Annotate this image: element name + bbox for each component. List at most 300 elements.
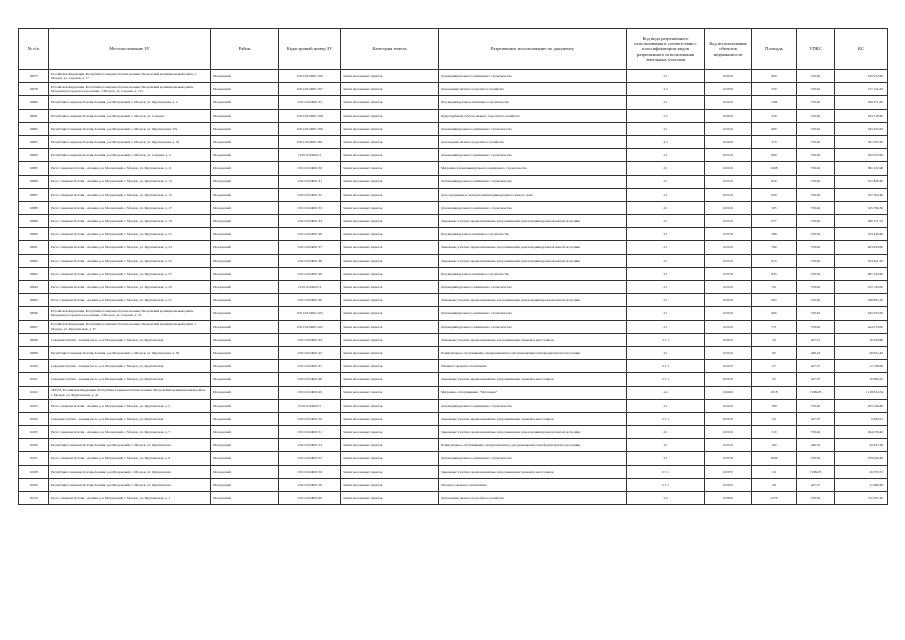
cell-area: 60 [752, 346, 797, 359]
cell-permitted-use: Для содержания и эксплуатации индивидуального жилого дома [439, 188, 627, 201]
cell-property-code: 02:010 [705, 426, 752, 439]
cell-cadastral-number: 15:01:0124001:53 [279, 439, 341, 452]
cell-cadastral-number: 15:01:0124001:44 [279, 333, 341, 346]
cell-upks: 1 099,03 [797, 386, 835, 399]
cell-property-code: 02:010 [705, 267, 752, 280]
cell-use-code: 2.1 [627, 452, 705, 465]
cell-location: Респ. Северная Осетия - Алания, р-н Моздокский, г. Моздок, ул. Фрунзенская, д. 25 [49, 254, 211, 267]
cell-use-code: 2.1 [627, 122, 705, 135]
table-row [19, 96, 888, 109]
cell-area: 820 [752, 175, 797, 188]
cell-permitted-use: Для ведения личного подсобного хозяйства [439, 135, 627, 148]
table-row [19, 267, 888, 280]
cell-ks: 403 634,00 [835, 241, 888, 254]
cell-permitted-use: Земельные участки, предназначенные для размещения гаражей и автостоянок [439, 333, 627, 346]
table-row [19, 439, 888, 452]
cell-permitted-use: Магазины для индивидуального жилищного строительства [439, 162, 627, 175]
table-row [19, 70, 888, 83]
cell-use-code: 2.1 [627, 149, 705, 162]
cell-area: 510 [752, 426, 797, 439]
table-row [19, 215, 888, 228]
cell-cadastral-number: 15:01:0124001:423 [279, 307, 341, 320]
table-body [19, 70, 888, 505]
cell-cadastral-number: 15:01:0124001:3 [279, 149, 341, 162]
cell-ks: 345 972,00 [835, 307, 888, 320]
table-row [19, 175, 888, 188]
cell-use-code: 2.2 [627, 83, 705, 96]
cell-cadastral-number: 15:01:0124001:357 [279, 83, 341, 96]
cell-land-category: Земли населенных пунктов [341, 294, 439, 307]
table-row [19, 135, 888, 148]
cell-upks: 576,62 [797, 320, 835, 333]
cell-district: Моздокский [211, 70, 279, 83]
cell-number: 10080 [19, 96, 49, 109]
cell-use-code: 2.1 [627, 70, 705, 83]
cell-cadastral-number: 15:01:0124001:50 [279, 412, 341, 425]
cell-use-code: 2.1 [627, 254, 705, 267]
cell-land-category: Земли населенных пунктов [341, 373, 439, 386]
cell-upks: 427,37 [797, 360, 835, 373]
cell-upks: 427,37 [797, 373, 835, 386]
cell-location: Респ. Северная Осетия - Алания, р-н Моздокский, г. Моздок, ул. Фрунзенская, д. 29 [49, 281, 211, 294]
cell-location: Респ. Северная Осетия - Алания, р-н Моздокский, г. Моздок, ул. Фрунзенская, д. 5 [49, 399, 211, 412]
cell-district: Моздокский [211, 478, 279, 491]
cell-use-code: 2.7.1 [627, 478, 705, 491]
cell-use-code: 4.4 [627, 386, 705, 399]
cell-cadastral-number: 15:01:0124001:60 [279, 492, 341, 505]
cell-district: Моздокский [211, 452, 279, 465]
cell-district: Моздокский [211, 228, 279, 241]
table-row [19, 83, 888, 96]
cell-district: Моздокский [211, 109, 279, 122]
cell-cadastral-number: 15:01:0124001:5 [279, 399, 341, 412]
cell-location: Респ. Северная Осетия - Алания, р-н Моздокский, г. Моздок, ул. Фрунзенская, д. 1 [49, 492, 211, 505]
cell-district: Моздокский [211, 346, 279, 359]
cell-property-code: 02:010 [705, 294, 752, 307]
cell-number: 10101 [19, 373, 49, 386]
cell-cadastral-number: 15:01:0124001:48 [279, 373, 341, 386]
cell-permitted-use: Для индивидуального жилищного строительства [439, 122, 627, 135]
cell-permitted-use: Земельные участки, предназначенные для размещения домов индивидуальной жилой застройки [439, 254, 627, 267]
cell-use-code: 2.1 [627, 294, 705, 307]
cell-area: 600 [752, 70, 797, 83]
cell-area: 721 [752, 281, 797, 294]
cell-location: 363753, Российская Федерация, Республика Северная Осетия-Алания, Моздокский муниципальный район, г. Моздок, ул. Фрунзенская, д. 41 [49, 386, 211, 399]
cell-location: Республика Северная Осетия-Алания, р-н Моздокский, г. Моздок, ул. Фрунзенская, д. 35 [49, 135, 211, 148]
cell-area: 600 [752, 307, 797, 320]
cell-ks: 455 529,80 [835, 399, 888, 412]
cell-location: Северная Осетия - Алания респ., р-н Моздокский, г. Моздок, ул. Фрунзенская [49, 360, 211, 373]
cell-upks: 576,62 [797, 70, 835, 83]
cell-district: Моздокский [211, 83, 279, 96]
cell-cadastral-number: 15:01:0124001:35 [279, 96, 341, 109]
cell-area: 1018 [752, 386, 797, 399]
cadastral-table [18, 28, 888, 505]
header-cell: Код вида разрешенного использования в соответствии с классификатором видов разрешенного использования земельных участков [627, 29, 705, 70]
cell-cadastral-number: 15:01:0124001:39 [279, 267, 341, 280]
table-row [19, 122, 888, 135]
cell-ks: 11 966,36 [835, 478, 888, 491]
cell-number: 10084 [19, 149, 49, 162]
cell-permitted-use: Для индивидуального жилищного строительства [439, 399, 627, 412]
cell-cadastral-number: 15:01:0124001:32 [279, 188, 341, 201]
cell-land-category: Земли населенных пунктов [341, 135, 439, 148]
cell-ks: 345 972,00 [835, 149, 888, 162]
cell-number: 10090 [19, 228, 49, 241]
cell-ks: 1 118 812,54 [835, 386, 888, 399]
cell-district: Моздокский [211, 360, 279, 373]
cell-location: Респ. Северная Осетия - Алания, р-н Моздокский, г. Моздок, ул. Фрунзенская, д. 19 [49, 215, 211, 228]
cell-area: 565 [752, 201, 797, 214]
cell-property-code: 04:040 [705, 386, 752, 399]
cell-district: Моздокский [211, 96, 279, 109]
cell-upks: 576,62 [797, 149, 835, 162]
cell-ks: 317 141,00 [835, 83, 888, 96]
cell-property-code: 02:020 [705, 109, 752, 122]
cell-location: Респ. Северная Осетия - Алания, р-н Моздокский, г. Моздок, ул. Фрунзенская, д. 21 [49, 228, 211, 241]
table-row [19, 241, 888, 254]
cell-upks: 576,62 [797, 452, 835, 465]
cell-use-code: 2.1 [627, 215, 705, 228]
cell-land-category: Земли населенных пунктов [341, 267, 439, 280]
cell-upks: 427,37 [797, 478, 835, 491]
cell-district: Моздокский [211, 175, 279, 188]
cell-use-code: 2.1 [627, 96, 705, 109]
header-row [19, 29, 888, 70]
cell-permitted-use: Для индивидуального жилищного строительства [439, 281, 627, 294]
cell-land-category: Земли населенных пунктов [341, 188, 439, 201]
cell-cadastral-number: 15:01:0124001:36 [279, 228, 341, 241]
cell-land-category: Земли населенных пунктов [341, 360, 439, 373]
cell-land-category: Земли населенных пунктов [341, 175, 439, 188]
cell-property-code: 02:010 [705, 320, 752, 333]
cell-ks: 444 574,02 [835, 320, 888, 333]
cell-upks: 576,62 [797, 241, 835, 254]
cell-area: 790 [752, 399, 797, 412]
cell-district: Моздокский [211, 162, 279, 175]
cell-ks: 10 256,88 [835, 333, 888, 346]
cell-location: Респ. Северная Осетия - Алания, р-н Моздокский, г. Моздок, ул. Фрунзенская, д. 7 [49, 426, 211, 439]
cell-permitted-use: Земельные участки, предназначенные для размещения гаражей и автостоянок [439, 412, 627, 425]
cell-permitted-use: Для индивидуального жилищного строительства [439, 307, 627, 320]
cell-district: Моздокский [211, 281, 279, 294]
cell-property-code: 02:070 [705, 478, 752, 491]
cell-ks: 732 307,40 [835, 492, 888, 505]
header-cell: КС [835, 29, 888, 70]
cell-land-category: Земли населенных пунктов [341, 465, 439, 478]
table-row [19, 412, 888, 425]
cell-number: 10098 [19, 333, 49, 346]
cell-ks: 345 972,00 [835, 122, 888, 135]
cell-use-code: 2.1 [627, 162, 705, 175]
cell-ks: 472 828,40 [835, 175, 888, 188]
cell-use-code: 2.1 [627, 188, 705, 201]
cell-location: Российская Федерация, Республика Северная Осетия-Алания, Моздокский муниципальный район, Моздокское городское поселение, г. Моздок, ул. Садовая, д. 16 [49, 307, 211, 320]
cell-land-category: Земли населенных пунктов [341, 70, 439, 83]
header-cell: Код использования объектов недвижимости [705, 29, 752, 70]
cell-permitted-use: Для ведения личного подсобного хозяйства [439, 492, 627, 505]
cell-district: Моздокский [211, 294, 279, 307]
cell-number: 10093 [19, 267, 49, 280]
cell-area: 320 [752, 109, 797, 122]
cell-ks: 581 232,96 [835, 162, 888, 175]
cell-use-code: 2.7.1 [627, 465, 705, 478]
cell-property-code: 02:070 [705, 373, 752, 386]
cell-district: Моздокский [211, 135, 279, 148]
cell-number: 10081 [19, 109, 49, 122]
cell-district: Моздокский [211, 188, 279, 201]
cell-cadastral-number: 15:01:0124001:45 [279, 346, 341, 359]
cell-cadastral-number: 15:01:0124001:37 [279, 241, 341, 254]
cell-land-category: Земли населенных пунктов [341, 492, 439, 505]
cell-use-code: 2.1 [627, 307, 705, 320]
cell-ks: 9 829,51 [835, 412, 888, 425]
cell-cadastral-number: 15:01:0124001:4 [279, 281, 341, 294]
table-row [19, 109, 888, 122]
cell-cadastral-number: 15:01:0124001:40 [279, 294, 341, 307]
document-sheet [18, 28, 887, 505]
cell-property-code: 02:010 [705, 307, 752, 320]
cell-use-code: 2.1 [627, 175, 705, 188]
cell-land-category: Земли населенных пунктов [341, 96, 439, 109]
cell-land-category: Земли населенных пунктов [341, 320, 439, 333]
cell-upks: 576,62 [797, 426, 835, 439]
cell-land-category: Земли населенных пунктов [341, 215, 439, 228]
cell-district: Моздокский [211, 399, 279, 412]
cell-land-category: Земли населенных пунктов [341, 412, 439, 425]
cell-land-category: Земли населенных пунктов [341, 228, 439, 241]
table-row [19, 228, 888, 241]
cell-land-category: Земли населенных пунктов [341, 254, 439, 267]
cell-upks: 427,37 [797, 412, 835, 425]
cell-ks: 10 684,25 [835, 373, 888, 386]
cell-location: Республика Северная Осетия-Алания, р-н Моздокский, г. Моздок, ул. Садовая [49, 109, 211, 122]
cell-property-code: 02:010 [705, 96, 752, 109]
cell-number: 10091 [19, 241, 49, 254]
cell-upks: 576,62 [797, 267, 835, 280]
cell-number: 10094 [19, 281, 49, 294]
header-cell: Площадь [752, 29, 797, 70]
cell-land-category: Земли населенных пунктов [341, 478, 439, 491]
cell-permitted-use: Для индивидуального жилищного строительства [439, 452, 627, 465]
header-cell: Кадастровый номер ЗУ [279, 29, 341, 70]
cell-location: Респ. Северная Осетия - Алания, р-н Моздокский, г. Моздок, ул. Фрунзенская, д. 17 [49, 201, 211, 214]
cell-land-category: Земли населенных пунктов [341, 452, 439, 465]
cell-ks: 578 926,48 [835, 452, 888, 465]
cell-location: Российская Федерация, Республика Северная Осетия-Алания, Моздокский муниципальный район, Моздокское городское поселение, г. Моздок, ул. Садовая, д. 17а [49, 83, 211, 96]
cell-number: 10110 [19, 492, 49, 505]
cell-permitted-use: Для ведения личного подсобного хозяйства [439, 83, 627, 96]
cell-land-category: Земли населенных пунктов [341, 307, 439, 320]
cell-property-code: 02:070 [705, 360, 752, 373]
cell-property-code: 02:010 [705, 281, 752, 294]
cell-permitted-use: Земельные участки, предназначенные для размещения гаражей и автостоянок [439, 373, 627, 386]
cell-number: 10089 [19, 215, 49, 228]
cell-location: Республика Северная Осетия-Алания, р-н Моздокский, г. Моздок, ул. Фрунзенская, 33а [49, 122, 211, 135]
cell-land-category: Земли населенных пунктов [341, 122, 439, 135]
cell-number: 10102 [19, 386, 49, 399]
cell-number: 10099 [19, 346, 49, 359]
cell-use-code: 3.1 [627, 439, 705, 452]
cell-area: 615 [752, 254, 797, 267]
cell-number: 10107 [19, 452, 49, 465]
cell-permitted-use: Земельные участки, предназначенные для размещения домов индивидуальной жилой застройки [439, 241, 627, 254]
cell-location: Республика Северная Осетия-Алания, р-н Моздокский, г. Моздок, ул. Фрунзенская, д. 2 [49, 96, 211, 109]
cell-area: 605 [752, 294, 797, 307]
cell-cadastral-number: 15:01:0124001:31 [279, 175, 341, 188]
cell-area: 25 [752, 373, 797, 386]
cell-upks: 576,62 [797, 281, 835, 294]
cell-property-code: 02:010 [705, 162, 752, 175]
cell-ks: 348 855,10 [835, 294, 888, 307]
cell-location: Республика Северная Осетия-Алания, р-н Моздокский, г. Моздок, ул. Фрунзенская [49, 439, 211, 452]
table-row [19, 188, 888, 201]
cell-cadastral-number: 15:01:0124001:356 [279, 70, 341, 83]
cell-property-code: 02:010 [705, 241, 752, 254]
cell-use-code: 2.1 [627, 320, 705, 333]
cell-district: Моздокский [211, 254, 279, 267]
cell-property-code: 02:070 [705, 412, 752, 425]
cell-area: 24 [752, 465, 797, 478]
cell-number: 10108 [19, 465, 49, 478]
cell-number: 10106 [19, 439, 49, 452]
cell-area: 27 [752, 360, 797, 373]
cell-cadastral-number: 15:01:0124001:358 [279, 109, 341, 122]
cell-location: Респ. Северная Осетия - Алания, р-н Моздокский, г. Моздок, ул. Фрунзенская, д. 9 [49, 452, 211, 465]
cell-number: 10104 [19, 412, 49, 425]
cell-cadastral-number: 15:01:0124001:361 [279, 135, 341, 148]
cell-land-category: Земли населенных пунктов [341, 399, 439, 412]
cell-district: Моздокский [211, 412, 279, 425]
cell-number: 10100 [19, 360, 49, 373]
cell-property-code: 02:070 [705, 465, 752, 478]
cell-upks: 427,37 [797, 333, 835, 346]
cell-cadastral-number: 15:01:0124001:359 [279, 122, 341, 135]
cell-cadastral-number: 15:01:0124001:47 [279, 360, 341, 373]
cell-property-code: 02:010 [705, 254, 752, 267]
table-row [19, 333, 888, 346]
cell-area: 315 [752, 135, 797, 148]
cell-cadastral-number: 15:01:0124001:59 [279, 478, 341, 491]
cell-property-code: 02:010 [705, 215, 752, 228]
cell-ks: 26 951,40 [835, 346, 888, 359]
cell-permitted-use: Под индивидуальное жилищное строительство [439, 228, 627, 241]
cell-cadastral-number: 15:01:0124001:56 [279, 465, 341, 478]
cell-area: 28 [752, 478, 797, 491]
cell-area: 600 [752, 122, 797, 135]
cell-location: Респ. Северная Осетия - Алания, р-н Моздокский, г. Моздок, ул. Фрунзенская, д. 27 [49, 267, 211, 280]
cell-upks: 576,62 [797, 307, 835, 320]
cell-upks: 576,62 [797, 492, 835, 505]
cell-number: 10087 [19, 188, 49, 201]
cell-location: Республика Северная Осетия-Алания, р-н Моздокский, г. Моздок, ул. Фрунзенская, д. 39 [49, 346, 211, 359]
cell-upks: 576,62 [797, 109, 835, 122]
cell-land-category: Земли населенных пунктов [341, 426, 439, 439]
cell-property-code: 02:010 [705, 149, 752, 162]
cell-permitted-use: Для индивидуального жилищного строительства [439, 149, 627, 162]
cell-area: 1004 [752, 452, 797, 465]
cell-area: 1109 [752, 96, 797, 109]
cell-use-code: 2.2 [627, 492, 705, 505]
table-row [19, 320, 888, 333]
cell-number: 10097 [19, 320, 49, 333]
cell-cadastral-number: 15:01:0124001:425 [279, 320, 341, 333]
cell-location: Республика Северная Осетия-Алания, р-н Моздокский, г. Моздок, ул. Фрунзенская [49, 465, 211, 478]
cell-number: 10082 [19, 122, 49, 135]
cell-property-code: 02:020 [705, 492, 752, 505]
cell-ks: 26 376,72 [835, 465, 888, 478]
cell-ks: 415 743,02 [835, 281, 888, 294]
cell-upks: 576,62 [797, 175, 835, 188]
cell-upks: 576,62 [797, 254, 835, 267]
cell-number: 10078 [19, 83, 49, 96]
cell-location: Северная Осетия - Алания респ., р-н Моздокский, г. Моздок, ул. Фрунзенская [49, 412, 211, 425]
cell-ks: 345 972,00 [835, 70, 888, 83]
cell-permitted-use: Коммунальное обслуживание, предназначенное для размещения трансформаторной подстанции [439, 346, 627, 359]
cell-area: 580 [752, 228, 797, 241]
cell-upks: 576,62 [797, 215, 835, 228]
cell-ks: 325 790,30 [835, 201, 888, 214]
cell-use-code: 2.1 [627, 201, 705, 214]
cell-cadastral-number: 15:01:0124001:55 [279, 452, 341, 465]
table-row [19, 478, 888, 491]
cell-use-code: 2.1 [627, 281, 705, 294]
cell-upks: 1 099,03 [797, 465, 835, 478]
cell-number: 10086 [19, 175, 49, 188]
cell-number: 10105 [19, 426, 49, 439]
table-row [19, 307, 888, 320]
cell-permitted-use: Земельные участки, предназначенные для размещения гаражей и автостоянок [439, 465, 627, 478]
cell-location: Респ. Северная Осетия - Алания, р-н Моздокский, г. Моздок, ул. Фрунзенская, д. 23 [49, 241, 211, 254]
cell-use-code: 2.1 [627, 267, 705, 280]
cell-number: 10088 [19, 201, 49, 214]
cell-area: 1008 [752, 162, 797, 175]
cell-upks: 576,62 [797, 96, 835, 109]
cell-area: 600 [752, 149, 797, 162]
cell-number: 10092 [19, 254, 49, 267]
cell-number: 10103 [19, 399, 49, 412]
cell-permitted-use: Для индивидуального жилищного строительства [439, 175, 627, 188]
cell-property-code: 02:010 [705, 188, 752, 201]
cell-use-code: 2.2 [627, 135, 705, 148]
cell-property-code: 02:010 [705, 399, 752, 412]
cell-ks: 639 471,00 [835, 96, 888, 109]
cell-permitted-use: Объекты гаражного назначения [439, 360, 627, 373]
cell-cadastral-number: 15:01:0124001:49 [279, 386, 341, 399]
cell-district: Моздокский [211, 465, 279, 478]
cell-property-code: 02:070 [705, 333, 752, 346]
cell-ks: 294 076,20 [835, 426, 888, 439]
table-row [19, 465, 888, 478]
cell-property-code: 02:020 [705, 83, 752, 96]
cell-upks: 576,62 [797, 201, 835, 214]
cell-property-code: 02:020 [705, 135, 752, 148]
cell-property-code: 02:010 [705, 201, 752, 214]
cell-ks: 45 817,38 [835, 439, 888, 452]
cell-permitted-use: Для индивидуального жилищного строительства [439, 201, 627, 214]
cell-permitted-use: Приусадебный участок личного подсобного хозяйства [439, 109, 627, 122]
table-row [19, 452, 888, 465]
cell-area: 102 [752, 439, 797, 452]
cell-ks: 390 371,74 [835, 215, 888, 228]
cell-property-code: 02:010 [705, 175, 752, 188]
table-row [19, 492, 888, 505]
cell-location: Республика Северная Осетия-Алания, р-н Моздокский, г. Моздок, ул. Садовая, д. 4 [49, 149, 211, 162]
cell-use-code: 2.7.1 [627, 412, 705, 425]
table-row [19, 399, 888, 412]
cell-use-code: 2.1 [627, 228, 705, 241]
cell-upks: 576,62 [797, 135, 835, 148]
